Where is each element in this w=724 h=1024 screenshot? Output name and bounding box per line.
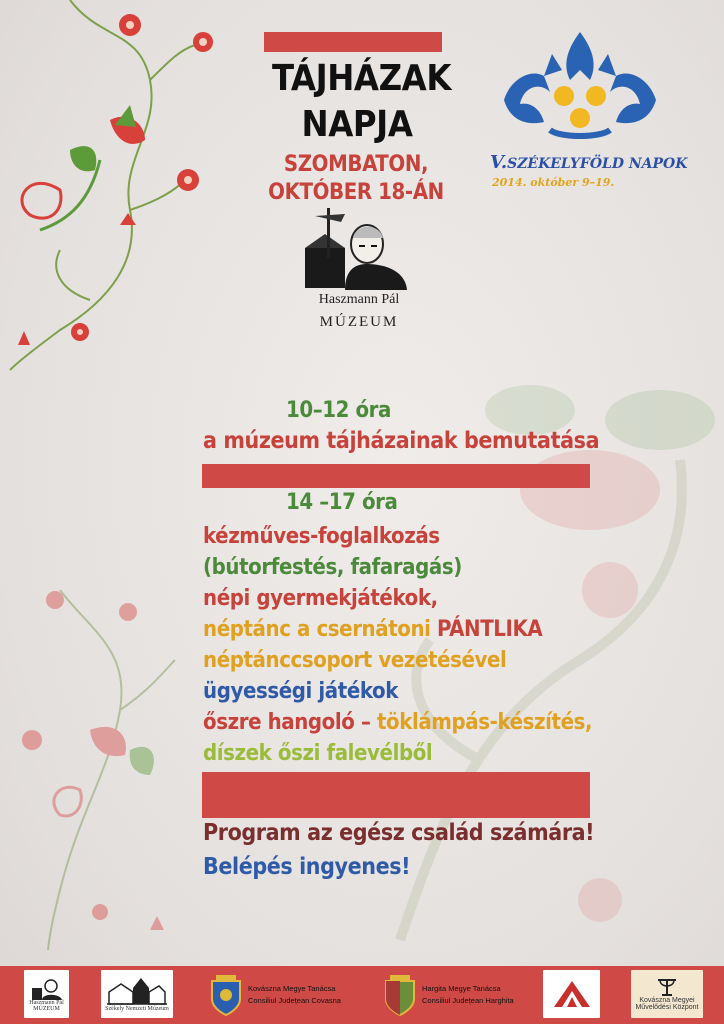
item-woodcarving: fafaragás)	[350, 555, 462, 580]
item-folkdance	[203, 615, 542, 644]
item-folkdance-text: néptánc a csernátoni	[203, 617, 438, 642]
harghita-coat-of-arms-icon	[382, 973, 418, 1017]
triangle-logo-icon	[552, 979, 592, 1009]
festival-name	[490, 152, 687, 173]
footer-logo-cultural-center-line1: Kovászna Megyei	[639, 997, 695, 1004]
footer-logo-haszmann	[24, 970, 69, 1018]
footer-council-harghita	[382, 970, 514, 1020]
item-autumn	[203, 708, 592, 737]
item-autumn-text: őszre hangoló –	[203, 710, 377, 735]
item-skill-games: ügyességi játékok	[203, 679, 398, 704]
footer-logo-haszmann-line1: Haszmann Pál	[29, 1000, 64, 1006]
slot2-time: 14 –17 óra	[286, 490, 398, 515]
flower-ornament-top	[0, 0, 230, 380]
slot1-time: 10–12 óra	[286, 398, 391, 423]
footer-logo-szekely-museum	[101, 970, 173, 1018]
item-furniture-woodcarving	[203, 553, 462, 582]
festival-name-text: SZÉKELYFÖLD NAPOK	[507, 156, 688, 172]
festival-dates: 2014. október 9–19.	[492, 176, 615, 189]
footer-council-covasna	[208, 970, 341, 1020]
footer-logo-szekely-museum-text: Székely Nemzeti Múzeum	[105, 1006, 169, 1012]
flower-ornament-bottom	[0, 590, 220, 950]
event-title-line1: TÁJHÁZAK	[272, 58, 452, 99]
portrait-icon	[32, 976, 62, 1000]
item-crafts: kézműves-foglalkozás	[203, 524, 440, 549]
item-pumpkin: töklámpás-készítés,	[376, 710, 593, 735]
festival-tulip-logo	[500, 30, 660, 145]
footer-council-covasna-text	[248, 983, 341, 1007]
item-folkdance-group: néptánccsoport vezetésével	[203, 648, 507, 673]
footer-logo-tradition-center	[543, 970, 600, 1018]
cultural-center-icon	[656, 977, 678, 997]
item-leaves: díszek őszi falevélből	[203, 741, 433, 766]
slot1-description: a múzeum tájházainak bemutatása	[203, 428, 600, 454]
footer-logo-cultural-center	[631, 970, 703, 1018]
event-title-line2: NAPJA	[301, 104, 413, 145]
footer-council-harghita-line1: Hargita Megye Tanácsa	[422, 984, 501, 993]
item-children-games: népi gyermekjátékok,	[203, 586, 438, 611]
item-pantlika: PÁNTLIKA	[437, 617, 543, 642]
closing-family: Program az egész család számára!	[203, 820, 595, 846]
festival-name-prefix: V.	[490, 152, 508, 173]
footer-council-covasna-line1: Kovászna Megye Tanácsa	[248, 984, 336, 993]
item-furniture-painting: bútorfestés,	[211, 555, 344, 580]
footer-logo-cultural-center-line2: Művelődési Központ	[635, 1004, 699, 1011]
event-date-line1: SZOMBATON,	[283, 152, 429, 177]
museum-founder-portrait	[305, 208, 410, 290]
museum-name-line2: MÚZEUM	[319, 314, 399, 330]
middle-bar	[202, 464, 590, 488]
event-date-line2: OKTÓBER 18-ÁN	[268, 180, 444, 205]
footer-council-harghita-text	[422, 983, 514, 1007]
covasna-coat-of-arms-icon	[208, 973, 244, 1017]
top-bar	[264, 32, 442, 52]
footer-council-covasna-line2: Consiliul Județean Covasna	[248, 996, 341, 1005]
footer-logo-haszmann-line2: MÚZEUM	[33, 1006, 60, 1012]
museum-name-line1: Haszmann Pál	[318, 292, 400, 307]
museum-building-icon	[107, 976, 167, 1006]
footer-council-harghita-line2: Consiliul Județean Harghita	[422, 996, 514, 1005]
closing-free-entry: Belépés ingyenes!	[203, 854, 411, 880]
lower-bar	[202, 772, 590, 818]
open-paren: (	[203, 555, 212, 580]
footer-sponsors	[0, 966, 724, 1024]
